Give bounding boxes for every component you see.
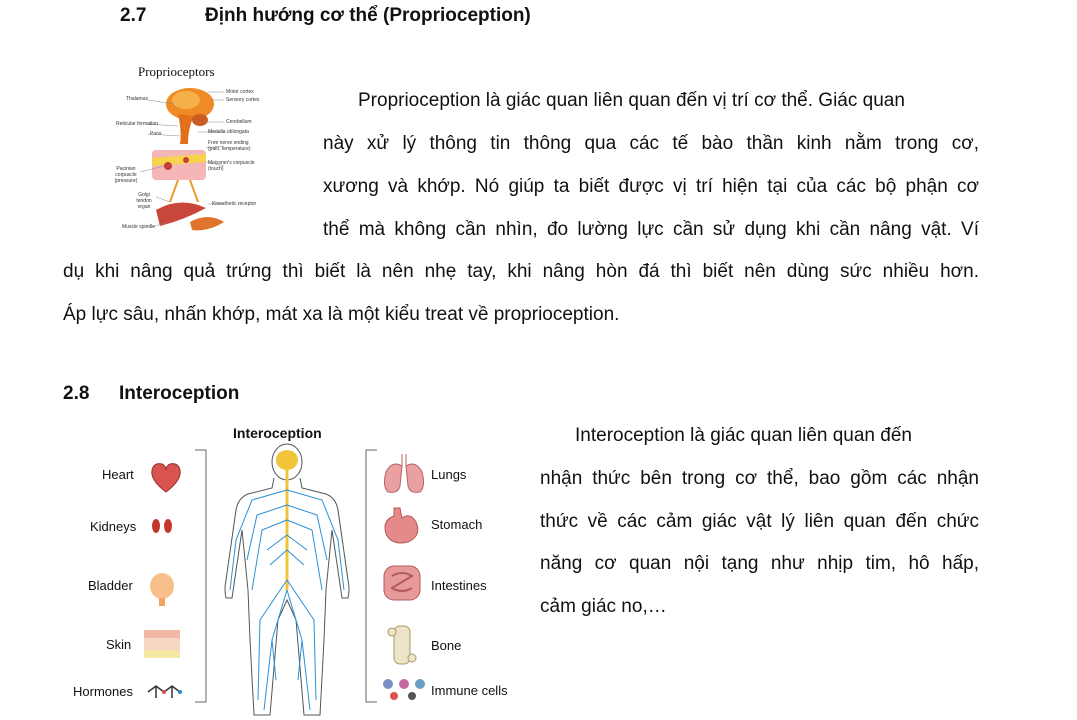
- organ-skin: [60, 626, 190, 660]
- organ-label: Hormones: [73, 684, 133, 699]
- label-kinesthetic-receptor: Kinesthetic receptor: [212, 201, 257, 207]
- organ-label: Bladder: [88, 578, 133, 593]
- intestines-icon: [380, 562, 424, 604]
- immune-cells-icon: [380, 676, 428, 702]
- paragraph-line: dụ khi nâng quả trứng thì biết là nên nhẹ tay, khi nâng hòn đá thì biết nên dùng sức nhiều hơn.: [63, 261, 979, 282]
- label-golgi-tendon-organ: Golgi tendon organ: [136, 192, 152, 210]
- paragraph-line: Proprioception là giác quan liên quan đến vị trí cơ thể. Giác quan: [358, 90, 905, 111]
- organ-label: Lungs: [431, 467, 467, 482]
- section-2-8-heading: [63, 383, 240, 405]
- heart-icon: [148, 460, 184, 494]
- label-sensory-cortex: Sensory cortex: [226, 97, 260, 103]
- organ-label: Stomach: [431, 517, 483, 532]
- hormones-icon: [146, 682, 186, 702]
- skin-icon: [142, 628, 182, 660]
- label-pons: Pons: [150, 131, 162, 137]
- bladder-icon: [146, 564, 178, 606]
- organ-label: Bone: [431, 638, 462, 653]
- paragraph-line: năng cơ quan nội tạng như nhịp tim, hô hấp,: [540, 553, 979, 574]
- label-free-nerve-ending: Free nerve ending (pain, temperature): [208, 140, 251, 152]
- paragraph-line: Interoception là giác quan liên quan đến: [575, 425, 912, 446]
- organ-label: Intestines: [431, 578, 487, 593]
- section-2-7-heading: [120, 5, 531, 27]
- label-pacinian-corpuscle: Pacinian corpuscle (pressure): [114, 166, 138, 184]
- organ-label: Skin: [106, 637, 132, 652]
- organ-immune-cells: [378, 676, 520, 706]
- kidneys-icon: [150, 516, 174, 536]
- figure-title: Proprioceptors: [138, 64, 215, 79]
- label-meissners-corpuscle: Meissner's corpuscle (touch): [208, 160, 255, 172]
- section-title: Định hướng cơ thể (Proprioception): [205, 5, 531, 26]
- label-muscle-spindle: Muscle spindle: [122, 224, 156, 230]
- organ-heart: [60, 460, 190, 494]
- nervous-system-body: [212, 440, 362, 720]
- label-motor-cortex: Motor cortex: [226, 89, 254, 95]
- paragraph-line: nhận thức bên trong cơ thể, bao gồm các nhận: [540, 468, 979, 489]
- organ-label: Immune cells: [431, 683, 508, 698]
- organ-intestines: [378, 562, 518, 606]
- paragraph-line: thể mà không cần nhìn, đo lường lực cần sử dụng khi cần nâng vật. Ví: [323, 219, 979, 240]
- section-title: Interoception: [119, 383, 240, 404]
- organ-bone: [378, 624, 518, 668]
- proprioceptors-figure: [108, 62, 268, 242]
- interoception-figure: [60, 420, 520, 719]
- figure-title: Interoception: [233, 425, 322, 441]
- section-number: 2.8: [63, 383, 90, 404]
- organ-label: Heart: [102, 467, 134, 482]
- paragraph-line: thức về các cảm giác vật lý liên quan đến chức: [540, 511, 979, 532]
- label-medulla-oblongata: Medulla oblongata: [208, 129, 249, 135]
- bone-icon: [380, 624, 424, 666]
- paragraph-line: cảm giác no,…: [540, 596, 667, 617]
- label-cerebellum: Cerebellum: [226, 119, 252, 125]
- lungs-icon: [380, 450, 428, 496]
- organ-kidneys: [60, 512, 190, 542]
- stomach-icon: [380, 506, 424, 546]
- paragraph-line: Áp lực sâu, nhấn khớp, mát xa là một kiểu treat về proprioception.: [63, 304, 620, 325]
- paragraph-line: này xử lý thông tin thông qua các tế bào thần kinh nằm trong cơ,: [323, 133, 979, 154]
- organ-lungs: [378, 450, 518, 498]
- section-number: 2.7: [120, 5, 147, 26]
- organ-label: Kidneys: [90, 519, 137, 534]
- organ-hormones: [60, 680, 190, 706]
- paragraph-line: xương và khớp. Nó giúp ta biết được vị trí hiện tại của các bộ phận cơ: [323, 176, 979, 197]
- organ-bladder: [60, 564, 190, 606]
- label-reticular-formation: Reticular formation: [116, 121, 158, 127]
- label-thalamus: Thalamus: [126, 96, 148, 102]
- organ-stomach: [378, 506, 518, 548]
